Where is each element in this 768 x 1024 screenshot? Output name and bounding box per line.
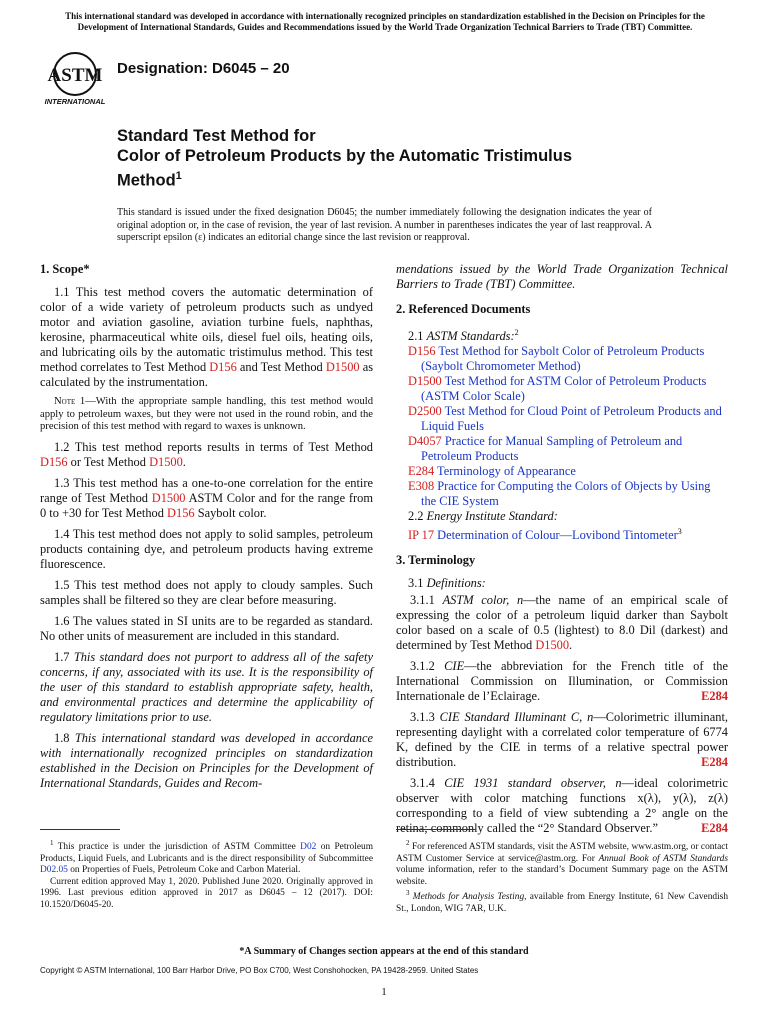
paragraph-1-7: 1.7 This standard does not purport to address all of the safety concerns, if any, associated with its use. It is the responsibility of the user of this standard to establish appropriate safety, health, and environmental practices and determine the applicability of regulatory limitations prior to use. (40, 649, 373, 724)
summary-of-changes-note: *A Summary of Changes section appears at the end of this standard (239, 946, 529, 957)
definition-3-1-4: 3.1.4 CIE 1931 standard observer, n—ideal colorimetric observer with color matching functions x(λ), y(λ), z(λ) corresponding to a field of view subtending a 2° angle on the retina; commonly called the “2° Standard Observer.” E284 (396, 776, 728, 836)
note-1: Note 1—With the appropriate sample handling, this test method would apply to petroleum waxes, but they were not used in the round robin, and the precision of this test method with regard to waxes is unknown. (40, 396, 373, 432)
paragraph-1-8-continued: mendations issued by the World Trade Organization Technical Barriers to Trade (TBT) Committee. (396, 262, 728, 291)
paragraph-1-5: 1.5 This test method does not apply to cloudy samples. Such samples shall be filtered so they are clear before measuring. (40, 577, 373, 607)
ref-code-link[interactable]: D2500 (408, 404, 442, 419)
right-column (396, 262, 728, 842)
title-footnote-mark: 1 (175, 170, 182, 182)
ref-code-link[interactable]: E308 (408, 479, 435, 494)
reference-item (396, 404, 728, 434)
copyright-line: Copyright © ASTM International, 100 Barr Harbor Drive, PO Box C700, West Conshohocken, PA 19428-2959. United States (40, 966, 479, 975)
ref-e284[interactable]: E284 (701, 821, 728, 836)
footnote-rule-left (40, 829, 120, 830)
reference-item (396, 344, 728, 374)
section-heading-terminology: 3. Terminology (396, 553, 476, 568)
ref-title-link[interactable]: Test Method for Cloud Point of Petroleum Products and Liquid Fuels (421, 404, 722, 434)
link-d02[interactable]: D02 (300, 842, 317, 853)
link-d156[interactable]: D156 (209, 360, 237, 374)
link-d156[interactable]: D156 (40, 454, 68, 469)
link-d1500[interactable]: D1500 (535, 638, 570, 653)
energy-institute-subheading: 2.2 Energy Institute Standard: (408, 509, 558, 524)
left-column (40, 262, 373, 797)
link-d1500[interactable]: D1500 (325, 360, 360, 374)
ref-title-link[interactable]: Determination of Colour—Lovibond Tintometer (434, 528, 678, 543)
paragraph-1-3: 1.3 This test method has a one-to-one correlation for the entire range of Test Method D1500 ASTM Color and for the range from 0 to +30 for Test Method D156 Saybolt color. (40, 475, 373, 520)
ref-code-link[interactable]: D4057 (408, 434, 442, 449)
ref-code-link[interactable]: D156 (408, 344, 436, 359)
logo-subtext: INTERNATIONAL (44, 97, 106, 106)
ref-e284[interactable]: E284 (701, 689, 728, 704)
reference-item (396, 464, 728, 479)
ref-title-link[interactable]: Practice for Manual Sampling of Petroleum and Petroleum Products (421, 434, 683, 464)
top-notice: This international standard was developed in accordance with internationally recognized principles on standardization established in the Decision on Principles for the Development of International Standards, Guides and Recommendations issued by the World Trade Organization Technical Barriers to Trade (TBT) Committee. (65, 11, 705, 32)
footnote-1: $^1$ This practice is under the jurisdiction of ASTM Committee D02 on Petroleum Products, Liquid Fuels, and Lubricants and is the direct responsibility of Subcommittee D02.05 on Properties of Fuels, Petroleum Coke and Carbon Material. Current edition approved May 1, 2020. Published June 2020. Originally approved in 1996. Last previous edition approved in 2017 as D6045 – 12 (2017). DOI: 10.1520/D6045-20. (40, 839, 373, 910)
paragraph-1-6: 1.6 The values stated in SI units are to be regarded as standard. No other units of measurement are included in this standard. (40, 613, 373, 643)
reference-item-ip17: IP 17 Determination of Colour—Lovibond Tintometer$^3$ (408, 527, 682, 543)
page-number: 1 (381, 986, 387, 998)
paragraph-1-1: 1.1 This test method covers the automatic determination of color of a wide variety of petroleum products such as undyed motor and aviation gasoline, aviation turbine fuels, naphthas, kerosine, pharmaceutical white oils, diesel fuel oils, heating oils, and lubricating oils by the automatic tristimulus method. This test method correlates to Test Method D156 and Test Method D1500 as calculated by the instrumentation. (40, 285, 374, 389)
link-d1500[interactable]: D1500 (149, 454, 183, 469)
footnote-rule-right (396, 829, 476, 830)
paragraph-1-2: 1.2 This test method reports results in terms of Test Method D156 or Test Method D1500. (40, 439, 373, 469)
logo-text: ASTM (47, 65, 103, 86)
reference-item (396, 434, 728, 464)
footnote-2: $^2$ For referenced ASTM standards, visit the ASTM website, www.astm.org, or contact ASTM Customer Service at service@astm.org. For Annual Book of ASTM Standards volume information, refer to the standard’s Document Summary page on the ASTM website. (396, 839, 728, 887)
section-heading-referenced-documents: 2. Referenced Documents (396, 302, 531, 316)
ref-e284[interactable]: E284 (701, 755, 728, 770)
paragraph-1-8: 1.8 This international standard was developed in accordance with internationally recognized principles on standardization established in the Decision on Principles for the Development of International Standards, Guides and Recom- (40, 730, 373, 790)
title-line-1: Standard Test Method for (117, 127, 316, 145)
referenced-documents-list (396, 325, 728, 543)
section-heading-scope: 1. Scope* (40, 262, 90, 276)
ref-code-link[interactable]: D1500 (408, 374, 442, 389)
ref-code-link[interactable]: E284 (408, 464, 435, 479)
title-line-2: Color of Petroleum Products by the Automatic Tristimulus (117, 147, 573, 165)
paragraph-1-4: 1.4 This test method does not apply to solid samples, petroleum products containing dye, and petroleum products having extreme fluorescence. (40, 526, 373, 571)
ref-title-link[interactable]: Test Method for Saybolt Color of Petroleum Products (Saybolt Chromometer Method) (421, 344, 705, 374)
title-line-3: Method (117, 171, 176, 190)
reference-item (396, 479, 728, 509)
definitions-subheading: 3.1 Definitions: (408, 576, 486, 591)
link-d1500[interactable]: D1500 (151, 490, 186, 505)
designation: Designation: D6045 – 20 (117, 60, 290, 77)
definition-3-1-1: 3.1.1 ASTM color, n—the name of an empirical scale of expressing the color of a petroleum liquid darker than Saybolt color based on a scale of 0.5 (lightest) to 8.0 Dil (darkest) and determined by Test Method D1500. (396, 593, 728, 653)
footnote-3: $^3$ Methods for Analysis Testing, available from Energy Institute, 61 New Cavendish St., London, WIG 7AR, U.K. (396, 889, 729, 914)
document-title (117, 126, 572, 191)
ref-code-link[interactable]: IP 17 (408, 528, 435, 543)
ref-title-link[interactable]: Practice for Computing the Colors of Objects by Using the CIE System (421, 479, 711, 509)
link-d156[interactable]: D156 (167, 505, 195, 520)
definition-3-1-3: 3.1.3 CIE Standard Illuminant C, n—Colorimetric illuminant, representing daylight with a correlated color temperature of 6774 K, defined by the CIE in terms of a relative spectral power distribution. E284 (396, 710, 728, 770)
astm-logo (38, 50, 112, 106)
link-d02-05[interactable]: D02.05 (40, 865, 68, 876)
ref-title-link[interactable]: Test Method for ASTM Color of Petroleum Products (ASTM Color Scale) (421, 374, 707, 404)
footnotes-2-3 (396, 838, 728, 915)
astm-standards-subheading: 2.1 ASTM Standards:$^2$ (408, 328, 519, 344)
ref-title-link[interactable]: Terminology of Appearance (434, 464, 576, 479)
issuance-statement: This standard is issued under the fixed designation D6045; the number immediately following the designation indicates the year of original adoption or, in the case of revision, the year of last revision. A number in parentheses indicates the year of last reapproval. A superscript epsilon (ε) indicates an editorial change since the last revision or reapproval. (117, 207, 652, 243)
definition-3-1-2: 3.1.2 CIE—the abbreviation for the French title of the International Commission on Illumination, or Commission Internationale de l’Eclairage. E284 (396, 659, 728, 704)
reference-item (396, 374, 728, 404)
